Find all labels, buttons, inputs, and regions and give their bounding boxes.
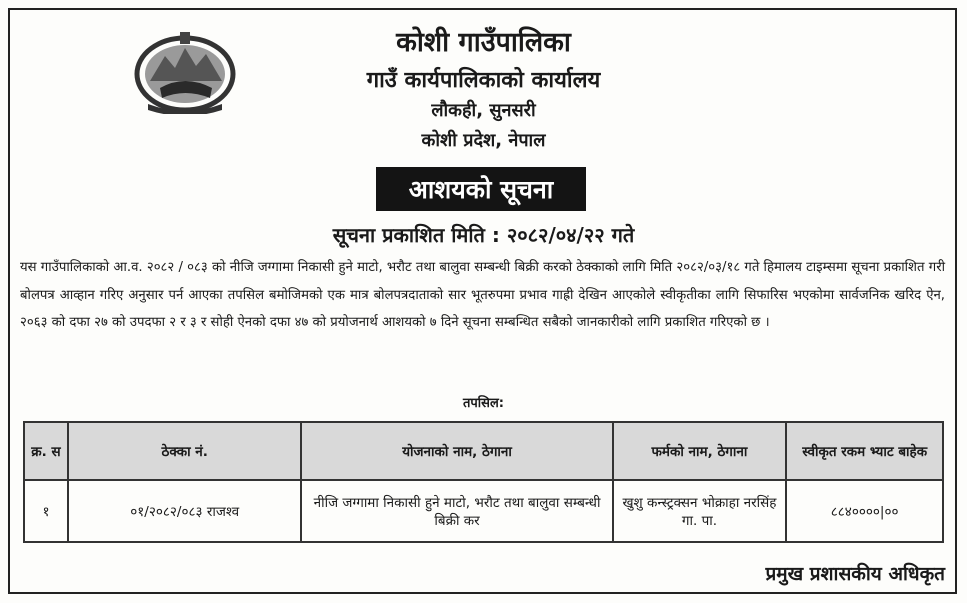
cell-project: नीजि जग्गामा निकासी हुने माटो, भरौट तथा बालुवा सम्बन्धी बिक्री कर [301, 480, 612, 542]
header-amount: स्वीकृत रकम भ्याट बाहेक [786, 422, 943, 480]
cell-serial: १ [24, 480, 68, 542]
signature-title: प्रमुख प्रशासकीय अधिकृत [765, 563, 945, 585]
cell-amount: ८८४००००|०० [786, 480, 943, 542]
table-row [24, 480, 943, 542]
award-table [23, 421, 944, 543]
header-serial: क्र. स [24, 422, 68, 480]
location-line-2: कोशी प्रदेश, नेपाल [421, 130, 546, 151]
cell-contract-no: ०१/२०८२/०८३ राजश्व [68, 480, 302, 542]
notice-title: आशयको सूचना [376, 167, 586, 211]
publish-date: सूचना प्रकाशित मिति : २०८२/०४/२२ गते [332, 223, 635, 247]
header-contract-no: ठेक्का नं. [68, 422, 302, 480]
location-line-1: लौकही, सुनसरी [431, 100, 536, 121]
office-name: कोशी गाउँपालिका [396, 27, 571, 58]
cell-firm: खुशु कन्स्ट्रक्सन भोक्राहा नरसिंह गा. पा. [613, 480, 787, 542]
details-label: तपसिल: [463, 396, 504, 411]
header-firm: फर्मको नाम, ठेगाना [613, 422, 787, 480]
notice-body: यस गाउँपालिकाको आ.व. २०८२ / ०८३ को नीजि जग्गामा निकासी हुने माटो, भरौट तथा बालुवा सम्बन्धी बिक्री करको ठेक्काको लागि मिति २०८२/०३/१८ गते हिमालय टाइम्समा सूचना प्रकाशित गरी बोलपत्र आव्हान गरिए अनुसार पर्न आएका तपसिल बमोजिमको एक मात्र बोलपत्रदाताको सार भूतरुपमा प्रभाव गाह्री देखिन आएकोले स्वीकृतीका लागि सिफारिस भएकोमा सार्वजनिक खरिद ऐन, २०६३ को दफा २७ को उपदफा २ र ३ र सोही ऐनको दफा ४७ को प्रयोजनार्थ आशयको ७ दिने सूचना सम्बन्धित सबैको जानकारीको लागि प्रकाशित गरिएको छ । [20, 260, 945, 330]
table-header-row [24, 422, 943, 480]
header-project: योजनाको नाम, ठेगाना [301, 422, 612, 480]
office-subtitle: गाउँ कार्यपालिकाको कार्यालय [366, 68, 601, 93]
